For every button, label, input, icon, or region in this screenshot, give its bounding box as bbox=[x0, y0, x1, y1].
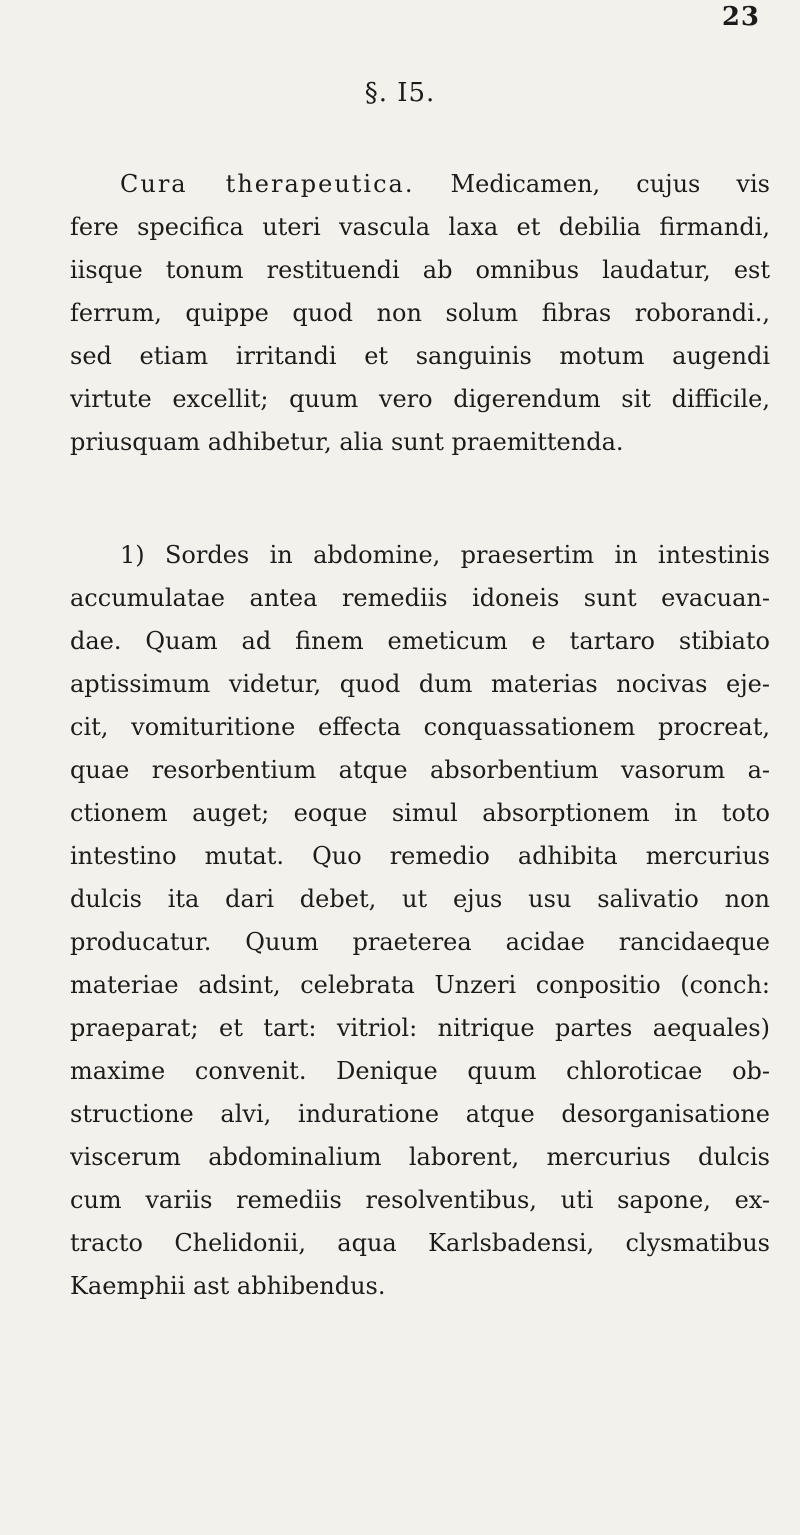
paragraph-line: fere specifica uteri vascula laxa et debilia firmandi, bbox=[70, 213, 770, 241]
paragraph-line: priusquam adhibetur, alia sunt praemittenda. bbox=[70, 428, 624, 456]
paragraph-line: producatur. Quum praeterea acidae rancidaeque bbox=[70, 928, 770, 956]
paragraph-line: ferrum, quippe quod non solum fibras roborandi., bbox=[70, 299, 770, 327]
line-text: Medicamen, cujus vis bbox=[414, 170, 770, 198]
paragraph-line: Kaemphii ast abhibendus. bbox=[70, 1272, 386, 1300]
paragraph-line: virtute excellit; quum vero digerendum sit difficile, bbox=[70, 385, 770, 413]
paragraph-line: 1) Sordes in abdomine, praesertim in intestinis bbox=[120, 541, 770, 569]
paragraph-line: dae. Quam ad finem emeticum e tartaro stibiato bbox=[70, 627, 770, 655]
paragraph-line: tracto Chelidonii, aqua Karlsbadensi, clysmatibus bbox=[70, 1229, 770, 1257]
lead-in-heading: Cura therapeutica. bbox=[120, 170, 415, 198]
paragraph-line: accumulatae antea remediis idoneis sunt evacuan- bbox=[70, 584, 770, 612]
paragraph-line: aptissimum videtur, quod dum materias nocivas eje- bbox=[70, 670, 770, 698]
paragraph-line: materiae adsint, celebrata Unzeri conpositio (conch: bbox=[70, 971, 770, 999]
paragraph-line: quae resorbentium atque absorbentium vasorum a- bbox=[70, 756, 770, 784]
page-number: 23 bbox=[721, 2, 760, 32]
paragraph-line: maxime convenit. Denique quum chloroticae ob- bbox=[70, 1057, 770, 1085]
paragraph-line: cum variis remediis resolventibus, uti sapone, ex- bbox=[70, 1186, 770, 1214]
paragraph-sordes bbox=[70, 534, 770, 1308]
section-heading: §. I5. bbox=[364, 78, 436, 108]
paragraph-line: ctionem auget; eoque simul absorptionem in toto bbox=[70, 799, 770, 827]
paragraph-line: sed etiam irritandi et sanguinis motum augendi bbox=[70, 342, 770, 370]
paragraph-cura-therapeutica bbox=[70, 163, 770, 464]
paragraph-line: praeparat; et tart: vitriol: nitrique partes aequales) bbox=[70, 1014, 770, 1042]
paragraph-line: dulcis ita dari debet, ut ejus usu salivatio non bbox=[70, 885, 770, 913]
paragraph-line: structione alvi, induratione atque desorganisatione bbox=[70, 1100, 770, 1128]
paragraph-line: intestino mutat. Quo remedio adhibita mercurius bbox=[70, 842, 770, 870]
paragraph-line: viscerum abdominalium laborent, mercurius dulcis bbox=[70, 1143, 770, 1171]
paragraph-line: iisque tonum restituendi ab omnibus laudatur, est bbox=[70, 256, 770, 284]
paragraph-line bbox=[70, 163, 770, 206]
paragraph-line: cit, vomituritione effecta conquassationem procreat, bbox=[70, 713, 770, 741]
